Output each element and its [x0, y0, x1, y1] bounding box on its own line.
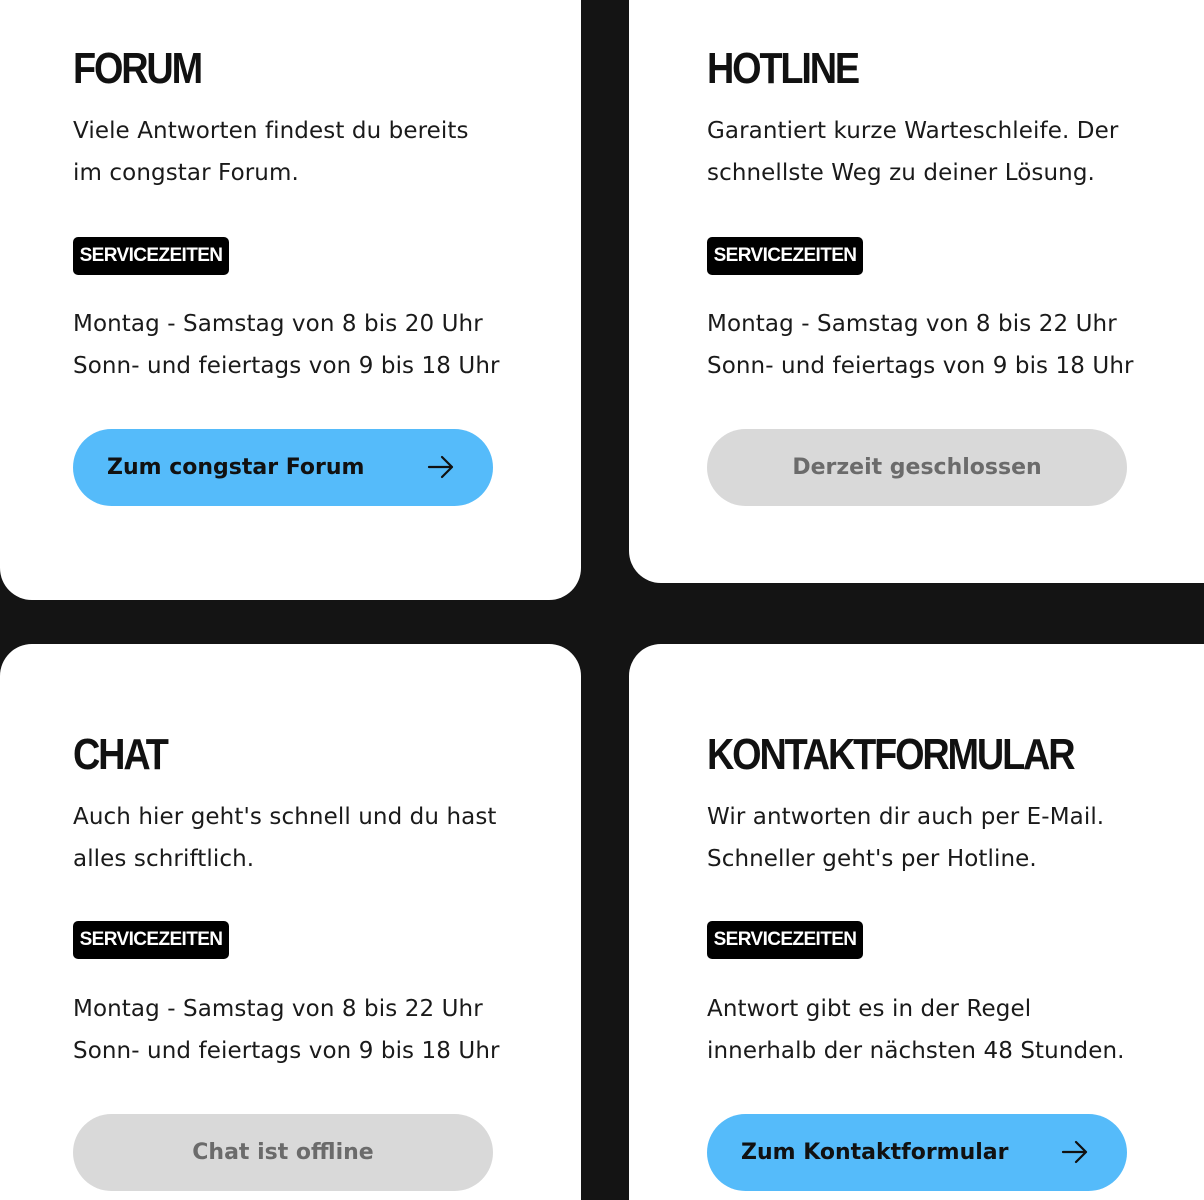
hotline-title: HOTLINE: [707, 44, 859, 93]
forum-hours-line-1: Montag - Samstag von 8 bis 20 Uhr: [73, 311, 483, 337]
hotline-description: [707, 110, 1118, 194]
forum-button[interactable]: [73, 429, 493, 506]
chat-hours-line-1: Montag - Samstag von 8 bis 22 Uhr: [73, 996, 483, 1022]
chat-card: [0, 644, 581, 1200]
chat-description-line-1: Auch hier geht's schnell und du hast: [73, 804, 497, 830]
chat-button-label: Chat ist offline: [192, 1140, 374, 1165]
forum-card: [0, 0, 581, 600]
hotline-card: [629, 0, 1204, 583]
forum-description-line-1: Viele Antworten findest du bereits: [73, 118, 469, 144]
kontaktformular-description-line-1: Wir antworten dir auch per E-Mail.: [707, 804, 1105, 830]
kontaktformular-servicezeiten-badge: SERVICEZEITEN: [707, 921, 863, 959]
chat-title: CHAT: [73, 730, 167, 779]
kontaktformular-card: [629, 644, 1204, 1200]
chat-servicezeiten-badge: SERVICEZEITEN: [73, 921, 229, 959]
arrow-right-icon: [1061, 1140, 1089, 1164]
arrow-right-icon: [427, 455, 455, 479]
hotline-servicezeiten-badge: SERVICEZEITEN: [707, 237, 863, 275]
chat-description-line-2: alles schriftlich.: [73, 846, 255, 872]
forum-description: [73, 110, 469, 194]
kontaktformular-button[interactable]: [707, 1114, 1127, 1191]
forum-description-line-2: im congstar Forum.: [73, 160, 299, 186]
forum-title: FORUM: [73, 44, 201, 93]
chat-description: [73, 796, 497, 880]
kontaktformular-button-label: Zum Kontaktformular: [741, 1140, 1009, 1165]
forum-service-hours: [73, 303, 500, 387]
hotline-hours-line-2: Sonn- und feiertags von 9 bis 18 Uhr: [707, 353, 1134, 379]
kontaktformular-response-info: [707, 988, 1125, 1072]
hotline-hours-line-1: Montag - Samstag von 8 bis 22 Uhr: [707, 311, 1117, 337]
forum-servicezeiten-badge: SERVICEZEITEN: [73, 237, 229, 275]
chat-hours-line-2: Sonn- und feiertags von 9 bis 18 Uhr: [73, 1038, 500, 1064]
kontaktformular-hours-line-1: Antwort gibt es in der Regel: [707, 996, 1032, 1022]
kontaktformular-title: KONTAKTFORMULAR: [707, 730, 1074, 779]
chat-service-hours: [73, 988, 500, 1072]
hotline-button-label: Derzeit geschlossen: [792, 455, 1042, 480]
hotline-description-line-1: Garantiert kurze Warteschleife. Der: [707, 118, 1119, 144]
kontaktformular-hours-line-2: innerhalb der nächsten 48 Stunden.: [707, 1038, 1125, 1064]
hotline-description-line-2: schnellste Weg zu deiner Lösung.: [707, 160, 1095, 186]
forum-hours-line-2: Sonn- und feiertags von 9 bis 18 Uhr: [73, 353, 500, 379]
chat-offline-button[interactable]: [73, 1114, 493, 1191]
forum-button-label: Zum congstar Forum: [107, 455, 365, 480]
hotline-closed-button[interactable]: [707, 429, 1127, 506]
kontaktformular-description: [707, 796, 1104, 880]
hotline-service-hours: [707, 303, 1134, 387]
kontaktformular-description-line-2: Schneller geht's per Hotline.: [707, 846, 1037, 872]
